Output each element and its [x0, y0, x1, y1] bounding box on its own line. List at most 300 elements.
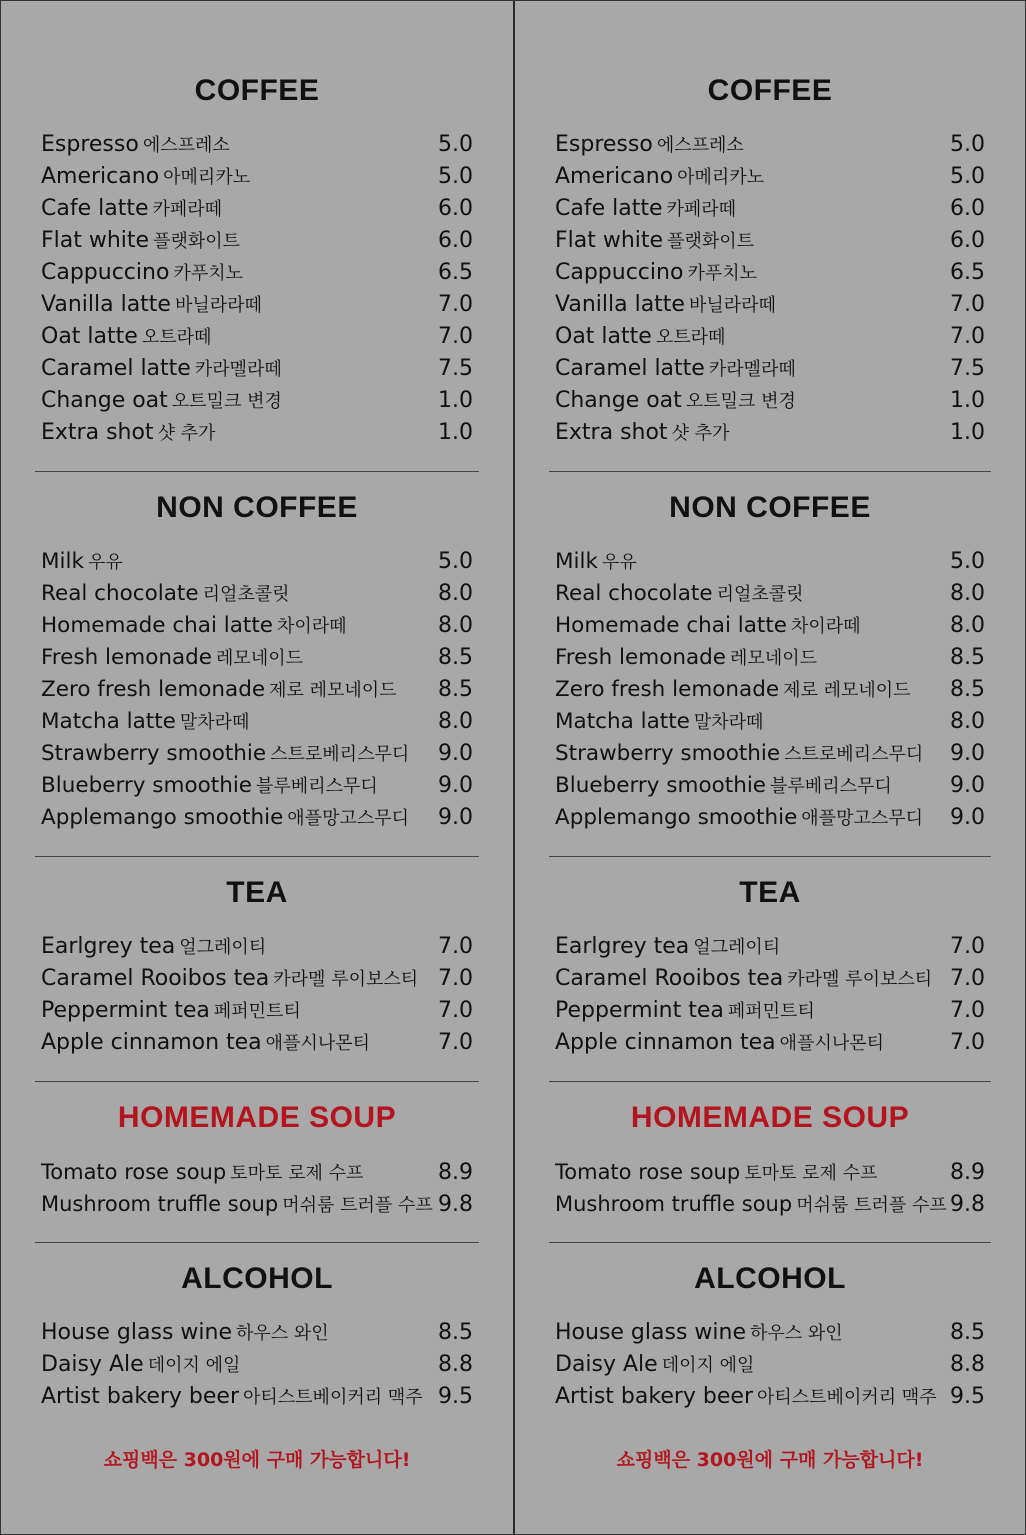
menu-item-name-ko: 토마토 로제 수프: [230, 1163, 364, 1184]
menu-item-name: [555, 931, 780, 964]
menu-item-price: 8.5: [950, 677, 985, 702]
shopping-bag-note: 쇼핑백은 300원에 구매 가능합니다!: [616, 1449, 924, 1471]
menu-item: [39, 1027, 475, 1059]
menu-item: [553, 1381, 987, 1413]
shopping-bag-note: 쇼핑백은 300원에 구매 가능합니다!: [103, 1449, 411, 1471]
menu-item-price: 7.0: [438, 934, 473, 959]
menu-item-price: 7.0: [950, 966, 985, 991]
menu-item-price: 7.0: [438, 292, 473, 317]
menu-item-name: [41, 225, 240, 258]
menu-item-name: [41, 1381, 423, 1414]
section-coffee: [39, 73, 475, 449]
menu-item-name: [41, 193, 222, 226]
menu-item-name: [555, 1188, 947, 1222]
menu-item-name-en: Earlgrey tea: [41, 934, 176, 959]
menu-item-price: 1.0: [950, 388, 985, 413]
menu-item-name-en: House glass wine: [555, 1320, 746, 1345]
menu-item: [553, 1188, 987, 1220]
section-title: COFFEE: [707, 74, 833, 107]
menu-item-name-en: Flat white: [555, 228, 664, 253]
section-title: HOMEMADE SOUP: [630, 1101, 910, 1134]
menu-item-name-en: Homemade chai latte: [555, 613, 787, 638]
item-list: [39, 1156, 475, 1220]
menu-item: [553, 257, 987, 289]
menu-item-name-en: Apple cinnamon tea: [555, 1030, 776, 1055]
menu-item-name: [555, 546, 637, 579]
section-divider: [35, 1242, 479, 1243]
menu-item: [39, 963, 475, 995]
menu-item-name-en: Applemango smoothie: [41, 805, 284, 830]
menu-item: [553, 931, 987, 963]
menu-item-name: [555, 770, 892, 803]
item-list: [553, 1156, 987, 1220]
menu-item-price: 5.0: [950, 132, 985, 157]
menu-item-price: 6.0: [438, 228, 473, 253]
menu-item-name-ko: 데이지 에일: [661, 1355, 755, 1376]
menu-item-name-ko: 얼그레이티: [693, 937, 781, 958]
menu-item: [39, 738, 475, 770]
menu-item-name-en: Blueberry smoothie: [555, 773, 767, 798]
menu-item-name: [555, 802, 923, 835]
menu-item-name-ko: 데이지 에일: [147, 1355, 241, 1376]
menu-item-name-en: Caramel Rooibos tea: [41, 966, 270, 991]
menu-item: [39, 546, 475, 578]
section-divider: [35, 856, 479, 857]
menu-item-name-en: Tomato rose soup: [555, 1160, 741, 1184]
menu-item-price: 7.0: [950, 324, 985, 349]
menu-item: [39, 193, 475, 225]
menu-item-name-en: Vanilla latte: [41, 292, 171, 317]
menu-item-name-en: Change oat: [41, 388, 168, 413]
menu-item-name: [41, 417, 215, 450]
menu-item: [39, 610, 475, 642]
menu-item-name-ko: 스트로베리스무디: [270, 744, 410, 765]
menu-item-name: [41, 674, 397, 707]
menu-item-name-en: Cafe latte: [555, 196, 663, 221]
section-alcohol: [39, 1261, 475, 1413]
menu-item-name: [41, 706, 249, 739]
menu-item-price: 8.9: [438, 1160, 473, 1185]
menu-item-price: 7.0: [950, 934, 985, 959]
menu-item-name-en: Milk: [555, 549, 598, 574]
menu-item-name-ko: 우유: [87, 552, 123, 573]
section-divider: [549, 1242, 991, 1243]
menu-item-name-ko: 애플망고스무디: [287, 808, 410, 829]
menu-item-name-ko: 오트밀크 변경: [685, 391, 796, 412]
menu-item-name-en: Americano: [555, 164, 674, 189]
menu-item-price: 1.0: [438, 420, 473, 445]
menu-item-price: 7.0: [950, 998, 985, 1023]
menu-item-name: [555, 417, 729, 450]
menu-item-name-ko: 말차라떼: [693, 712, 764, 733]
menu-item: [39, 770, 475, 802]
menu-item: [553, 321, 987, 353]
section-homemade-soup: [553, 1100, 987, 1220]
menu-item-name-en: Fresh lemonade: [555, 645, 727, 670]
menu-item: [39, 674, 475, 706]
menu-item-name-en: Cappuccino: [41, 260, 170, 285]
menu-item-price: 7.0: [950, 292, 985, 317]
menu-item-name-ko: 블루베리스무디: [256, 776, 378, 797]
menu-item-name: [555, 674, 911, 707]
menu-item-name: [555, 1349, 754, 1382]
menu-item-name-en: Matcha latte: [41, 709, 176, 734]
menu-item-name: [555, 1381, 937, 1414]
menu-item-name-en: Homemade chai latte: [41, 613, 273, 638]
menu-item-name-ko: 카라멜 루이보스티: [787, 969, 933, 990]
menu-item-price: 9.0: [438, 773, 473, 798]
menu-item: [553, 706, 987, 738]
menu-item: [553, 1317, 987, 1349]
menu-item-name: [555, 963, 932, 996]
menu-item-price: 7.0: [950, 1030, 985, 1055]
menu-item: [39, 225, 475, 257]
menu-item-name: [555, 353, 796, 386]
menu-item: [553, 1156, 987, 1188]
menu-item-name-en: Espresso: [41, 132, 139, 157]
menu-item: [553, 289, 987, 321]
menu-item-name-ko: 우유: [601, 552, 637, 573]
menu-item-name: [41, 738, 409, 771]
menu-item-name: [555, 706, 763, 739]
menu-panel-right: [513, 1, 1025, 1534]
menu-item-price: 8.8: [438, 1352, 473, 1377]
menu-item-name-ko: 에스프레소: [656, 135, 744, 156]
menu-item: [39, 417, 475, 449]
menu-item: [39, 321, 475, 353]
menu-item-name: [555, 738, 923, 771]
menu-item: [39, 353, 475, 385]
menu-item-name-en: Caramel latte: [555, 356, 705, 381]
menu-item-name: [41, 1156, 363, 1190]
menu-item-name-en: Strawberry smoothie: [555, 741, 781, 766]
section-non-coffee: [553, 490, 987, 834]
menu-item: [39, 1349, 475, 1381]
menu-item-name-en: Cappuccino: [555, 260, 684, 285]
menu-item-name: [555, 225, 754, 258]
menu-item-name-ko: 카라멜라떼: [708, 359, 796, 380]
menu-item-price: 5.0: [438, 164, 473, 189]
section-alcohol: [553, 1261, 987, 1413]
menu-item-name-en: Artist bakery beer: [41, 1384, 239, 1409]
menu-item-name-en: Matcha latte: [555, 709, 690, 734]
menu-item-name-ko: 리얼초콜릿: [716, 584, 804, 605]
menu-item-price: 6.5: [438, 260, 473, 285]
section-title: TEA: [226, 876, 288, 909]
section-divider: [35, 471, 479, 472]
menu-item-name-en: Daisy Ale: [41, 1352, 144, 1377]
menu-item-name: [41, 1349, 240, 1382]
menu-item-price: 7.0: [438, 966, 473, 991]
menu-item: [39, 257, 475, 289]
menu-item-price: 5.0: [950, 164, 985, 189]
menu-item-price: 9.8: [950, 1192, 985, 1217]
menu-item-name-ko: 카페라떼: [666, 199, 737, 220]
menu-item-price: 5.0: [438, 549, 473, 574]
menu-item-name: [555, 129, 744, 162]
menu-item-name-en: Vanilla latte: [555, 292, 685, 317]
menu-item-price: 9.5: [950, 1384, 985, 1409]
menu-item: [39, 161, 475, 193]
menu-item: [39, 802, 475, 834]
section-homemade-soup: [39, 1100, 475, 1220]
menu-item: [39, 931, 475, 963]
menu-item-name-ko: 샷 추가: [671, 423, 730, 444]
item-list: [39, 1317, 475, 1413]
menu-item-name-en: Change oat: [555, 388, 682, 413]
section-tea: [553, 875, 987, 1059]
menu-item-name: [41, 802, 409, 835]
menu-item-name-ko: 차이라떼: [277, 616, 347, 637]
menu-item: [553, 802, 987, 834]
menu-item-name: [555, 1317, 843, 1350]
menu-item-name: [41, 770, 378, 803]
menu-item-name-en: Cafe latte: [41, 196, 149, 221]
menu-item-name-ko: 플랫화이트: [153, 231, 241, 252]
section-non-coffee: [39, 490, 475, 834]
section-title: ALCOHOL: [694, 1262, 846, 1295]
menu-item: [553, 1027, 987, 1059]
menu-item-price: 7.0: [438, 1030, 473, 1055]
menu-item: [39, 1381, 475, 1413]
menu-item-name: [41, 257, 243, 290]
menu-item-name-en: Mushroom truffle soup: [555, 1192, 793, 1216]
menu-item: [553, 1349, 987, 1381]
menu-item-price: 9.5: [438, 1384, 473, 1409]
menu-item: [553, 129, 987, 161]
menu-item-name-ko: 페퍼민트티: [727, 1001, 815, 1022]
menu-item: [553, 546, 987, 578]
section-title: COFFEE: [194, 74, 320, 107]
menu-item-name: [41, 963, 418, 996]
menu-item-name-ko: 얼그레이티: [179, 937, 267, 958]
menu-item-price: 9.0: [438, 741, 473, 766]
menu-item: [39, 578, 475, 610]
menu-item: [39, 706, 475, 738]
menu-item-name: [41, 321, 211, 354]
menu-item-name-ko: 카라멜라떼: [194, 359, 282, 380]
menu-item-price: 5.0: [438, 132, 473, 157]
menu-item-name-ko: 카페라떼: [152, 199, 223, 220]
menu-item-name-en: Oat latte: [555, 324, 652, 349]
menu-item-price: 8.0: [950, 613, 985, 638]
menu-item-name: [555, 1156, 877, 1190]
menu-item-name: [41, 129, 230, 162]
menu-item-price: 8.0: [950, 709, 985, 734]
menu-item-price: 7.0: [438, 324, 473, 349]
menu-item-name: [555, 193, 736, 226]
menu-item-name-ko: 레모네이드: [216, 648, 303, 669]
menu-item-name: [41, 578, 290, 611]
menu-item-name: [41, 931, 266, 964]
menu-item-name-ko: 머쉬룸 트러플 수프: [796, 1195, 947, 1216]
menu-item-name-en: Artist bakery beer: [555, 1384, 753, 1409]
menu-item: [39, 1188, 475, 1220]
menu-item-name: [555, 578, 804, 611]
menu-item-name-ko: 하우스 와인: [750, 1323, 843, 1344]
menu-item-price: 8.5: [438, 645, 473, 670]
item-list: [553, 129, 987, 449]
section-title: ALCOHOL: [181, 1262, 333, 1295]
menu-item-name-en: Real chocolate: [555, 581, 713, 606]
menu-item-name-ko: 에스프레소: [142, 135, 230, 156]
menu-item-name-ko: 카라멜 루이보스티: [273, 969, 419, 990]
menu-item: [553, 225, 987, 257]
menu-item: [553, 770, 987, 802]
item-list: [39, 931, 475, 1059]
menu-item-price: 8.0: [438, 581, 473, 606]
menu-item-name-ko: 오트밀크 변경: [171, 391, 282, 412]
menu-item-price: 9.0: [950, 773, 985, 798]
menu-item-price: 6.0: [950, 196, 985, 221]
menu-item: [553, 353, 987, 385]
menu-item-name: [41, 1188, 433, 1222]
menu-item-name-en: Apple cinnamon tea: [41, 1030, 262, 1055]
menu-item: [39, 995, 475, 1027]
menu-item-name-en: Peppermint tea: [41, 998, 210, 1023]
menu-item-name-en: Applemango smoothie: [555, 805, 798, 830]
menu-item-name: [41, 995, 301, 1028]
menu-item-price: 6.0: [950, 228, 985, 253]
item-list: [39, 129, 475, 449]
menu-item-name-ko: 제로 레모네이드: [269, 680, 397, 701]
menu-item-name-en: Extra shot: [41, 420, 154, 445]
menu-item: [553, 161, 987, 193]
menu-item-name: [41, 642, 303, 675]
menu-item-name: [555, 642, 817, 675]
menu-item-name-en: Zero fresh lemonade: [555, 677, 780, 702]
menu-item-price: 7.0: [438, 998, 473, 1023]
item-list: [39, 546, 475, 834]
menu-item-name-en: Real chocolate: [41, 581, 199, 606]
menu-item-name-ko: 오트라떼: [655, 327, 726, 348]
menu-item-name-ko: 바닐라라떼: [174, 295, 262, 316]
menu-item-name-ko: 머쉬룸 트러플 수프: [282, 1195, 433, 1216]
item-list: [553, 1317, 987, 1413]
menu-item: [553, 674, 987, 706]
section-divider: [35, 1081, 479, 1082]
menu-item-name-en: Flat white: [41, 228, 150, 253]
menu-item-price: 8.0: [438, 709, 473, 734]
menu-item: [553, 385, 987, 417]
menu-item-name-ko: 스트로베리스무디: [784, 744, 924, 765]
menu-item-name-ko: 카푸치노: [687, 263, 757, 284]
menu-item-name: [41, 289, 262, 322]
menu-item-price: 8.5: [438, 1320, 473, 1345]
menu-item-name-en: Strawberry smoothie: [41, 741, 267, 766]
menu-item-name-ko: 바닐라라떼: [688, 295, 776, 316]
menu-item-price: 7.5: [950, 356, 985, 381]
menu-item: [39, 289, 475, 321]
menu-item-name: [555, 610, 861, 643]
section-divider: [549, 471, 991, 472]
menu-item-name-ko: 하우스 와인: [236, 1323, 329, 1344]
menu-item-name-en: House glass wine: [41, 1320, 232, 1345]
menu-item-price: 5.0: [950, 549, 985, 574]
section-divider: [549, 1081, 991, 1082]
menu-item-price: 8.5: [950, 1320, 985, 1345]
menu-item: [553, 610, 987, 642]
section-title: TEA: [739, 876, 801, 909]
menu-item-name-en: Milk: [41, 549, 84, 574]
menu-item-name-en: Americano: [41, 164, 160, 189]
item-list: [553, 546, 987, 834]
menu-item: [553, 642, 987, 674]
menu-item-name: [41, 385, 282, 418]
menu-item-name-ko: 샷 추가: [157, 423, 216, 444]
menu-item-name-en: Espresso: [555, 132, 653, 157]
section-title: NON COFFEE: [669, 491, 871, 524]
menu-item: [553, 417, 987, 449]
menu-item-name-ko: 레모네이드: [730, 648, 817, 669]
menu-item-name-en: Tomato rose soup: [41, 1160, 227, 1184]
menu-panel-left: [1, 1, 513, 1534]
menu-item-name-ko: 오트라떼: [141, 327, 212, 348]
menu-item-name-en: Daisy Ale: [555, 1352, 658, 1377]
menu-item-name-ko: 차이라떼: [791, 616, 861, 637]
menu-item-name-ko: 애플망고스무디: [801, 808, 924, 829]
menu-item-price: 1.0: [438, 388, 473, 413]
menu-item-price: 9.0: [950, 805, 985, 830]
menu-item-price: 6.5: [950, 260, 985, 285]
menu-item-name-en: Blueberry smoothie: [41, 773, 253, 798]
menu-item-name-ko: 리얼초콜릿: [202, 584, 290, 605]
section-tea: [39, 875, 475, 1059]
menu-item-name-ko: 페퍼민트티: [213, 1001, 301, 1022]
menu-item-price: 1.0: [950, 420, 985, 445]
menu-item-price: 8.9: [950, 1160, 985, 1185]
menu-item-name-en: Mushroom truffle soup: [41, 1192, 279, 1216]
menu-item: [39, 1156, 475, 1188]
menu-item-name-ko: 애플시나몬티: [265, 1033, 370, 1054]
menu-item-name-ko: 아메리카노: [163, 167, 251, 188]
menu-item-name: [41, 161, 250, 194]
menu-item: [553, 995, 987, 1027]
menu-item-name: [555, 289, 776, 322]
menu-item-price: 8.5: [950, 645, 985, 670]
section-coffee: [553, 73, 987, 449]
menu-item-name-ko: 플랫화이트: [667, 231, 755, 252]
menu-item: [39, 129, 475, 161]
section-divider: [549, 856, 991, 857]
menu-item-name-ko: 제로 레모네이드: [783, 680, 911, 701]
menu-item-name-ko: 애플시나몬티: [779, 1033, 884, 1054]
menu-item-name-en: Earlgrey tea: [555, 934, 690, 959]
menu-item-price: 6.0: [438, 196, 473, 221]
menu-item-name: [41, 1317, 329, 1350]
menu-item: [553, 578, 987, 610]
menu-item-name: [41, 610, 347, 643]
menu-item: [553, 193, 987, 225]
menu-item: [553, 738, 987, 770]
menu-item-name: [41, 353, 282, 386]
menu-item-name: [555, 257, 757, 290]
menu-item-name: [555, 161, 764, 194]
menu-item-price: 8.5: [438, 677, 473, 702]
menu-item-name: [41, 1027, 370, 1060]
menu-item-price: 8.8: [950, 1352, 985, 1377]
menu-item-price: 9.0: [950, 741, 985, 766]
section-title: NON COFFEE: [156, 491, 358, 524]
menu-item: [39, 385, 475, 417]
menu-item-price: 7.5: [438, 356, 473, 381]
menu-item: [553, 963, 987, 995]
menu-item-name-ko: 아메리카노: [677, 167, 765, 188]
item-list: [553, 931, 987, 1059]
menu-item-price: 9.0: [438, 805, 473, 830]
menu-item-price: 9.8: [438, 1192, 473, 1217]
menu-item-name-en: Extra shot: [555, 420, 668, 445]
